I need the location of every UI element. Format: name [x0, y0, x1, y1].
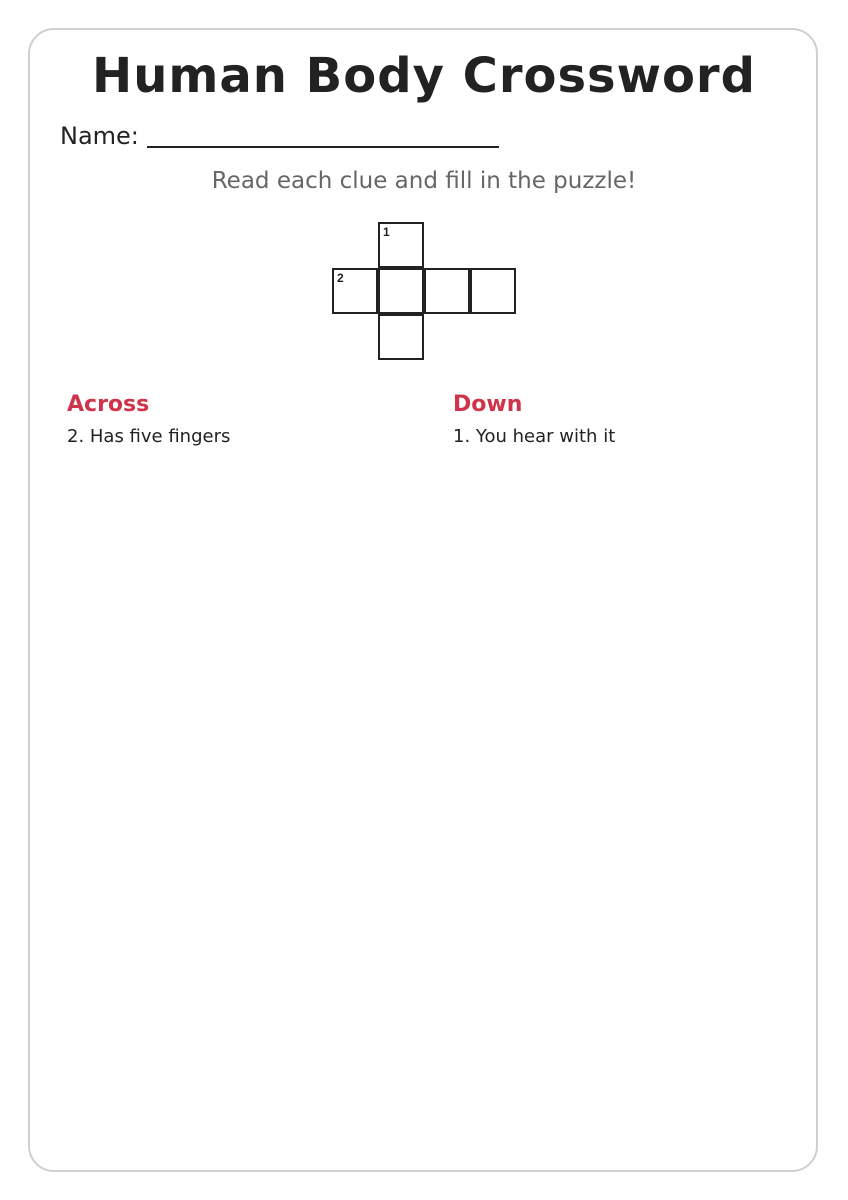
name-label: Name:: [60, 122, 139, 150]
crossword-grid: [332, 222, 518, 362]
crossword-cell-intersection[interactable]: [378, 268, 424, 314]
down-clues: [453, 390, 783, 450]
crossword-cell-1-down-start[interactable]: [378, 222, 424, 268]
down-clue-item: 1. You hear with it: [453, 426, 616, 447]
crossword-cell[interactable]: [470, 268, 516, 314]
page-title: Human Body Crossword: [92, 48, 756, 104]
instructions: Read each clue and fill in the puzzle!: [211, 168, 637, 194]
name-write-line[interactable]: [147, 146, 499, 148]
clue-number-1: 1: [383, 225, 390, 239]
worksheet-frame: [28, 28, 818, 1172]
across-clues: [67, 390, 397, 450]
name-field-row: [60, 118, 499, 152]
crossword-cell-2-across-start[interactable]: [332, 268, 378, 314]
across-clue-item: 2. Has five fingers: [67, 426, 231, 447]
down-heading: Down: [453, 392, 523, 417]
clue-number-2: 2: [337, 271, 344, 285]
crossword-cell[interactable]: [378, 314, 424, 360]
crossword-cell[interactable]: [424, 268, 470, 314]
across-heading: Across: [67, 392, 150, 417]
